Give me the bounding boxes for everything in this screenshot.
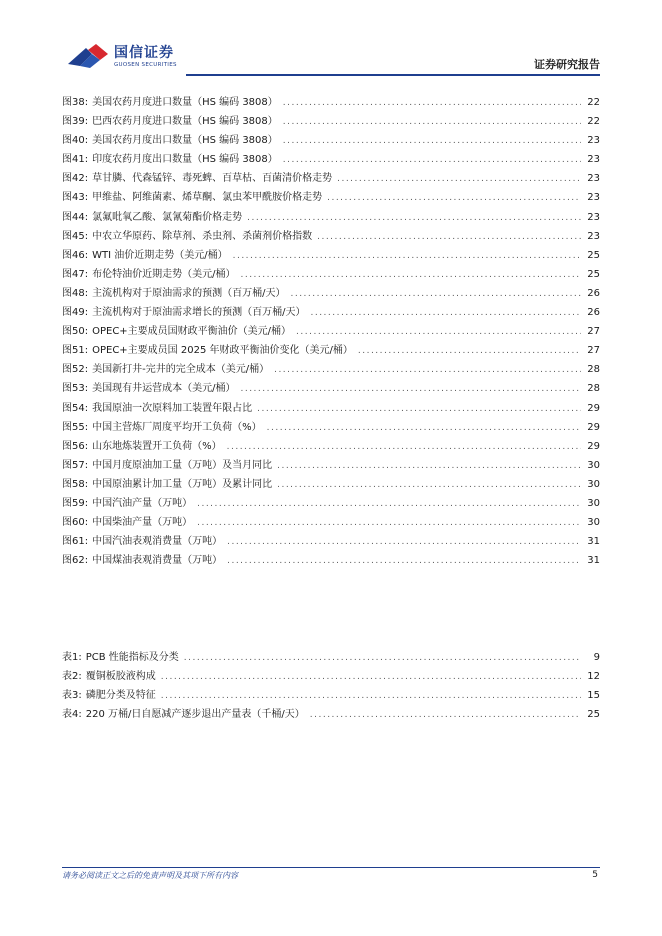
figure-toc-entry[interactable] xyxy=(62,475,600,494)
entry-title: 中国月度原油加工量（万吨）及当月同比 xyxy=(92,459,273,471)
entry-page-number: 9 xyxy=(593,652,600,663)
entry-title: 中国主营炼厂周度平均开工负荷（%） xyxy=(92,421,262,433)
dot-leader xyxy=(277,480,581,490)
figure-toc-entry[interactable] xyxy=(62,418,600,437)
entry-title: 布伦特油价近期走势（美元/桶） xyxy=(92,268,236,280)
entry-page-number: 15 xyxy=(587,690,600,702)
entry-title: 覆铜板胶液构成 xyxy=(85,671,156,683)
entry-title: 中国柴油产量（万吨） xyxy=(92,517,193,529)
entry-title: 氯氟吡氧乙酸、氯氰菊酯价格走势 xyxy=(92,211,243,223)
entry-page-number: 25 xyxy=(587,709,600,721)
figure-list xyxy=(62,93,600,570)
entry-page-number: 23 xyxy=(587,211,600,223)
dot-leader xyxy=(257,404,581,414)
dot-leader xyxy=(290,289,581,299)
dot-leader xyxy=(283,98,581,108)
page-header xyxy=(0,0,662,80)
logo-cn-text: 国信证券 xyxy=(114,44,174,61)
dot-leader xyxy=(267,423,581,433)
entry-page-number: 30 xyxy=(587,459,600,471)
figure-toc-entry[interactable] xyxy=(62,208,600,227)
entry-page-number: 28 xyxy=(587,383,600,395)
figure-toc-entry[interactable] xyxy=(62,112,600,131)
entry-label: 表3: xyxy=(62,690,82,702)
entry-title: PCB 性能指标及分类 xyxy=(85,652,179,663)
entry-title: 美国现有井运营成本（美元/桶） xyxy=(92,383,236,395)
dot-leader xyxy=(197,518,581,528)
entry-label: 图47: xyxy=(62,268,89,280)
entry-label: 图42: xyxy=(62,173,89,185)
entry-title: 中国汽油表观消费量（万吨） xyxy=(92,536,223,548)
table-toc-entry[interactable] xyxy=(62,667,600,686)
dot-leader xyxy=(296,327,581,337)
dot-leader xyxy=(337,174,581,184)
table-toc-entry[interactable] xyxy=(62,686,600,705)
entry-page-number: 23 xyxy=(587,135,600,147)
dot-leader xyxy=(310,308,581,318)
entry-title: 中国原油累计加工量（万吨）及累计同比 xyxy=(92,478,273,490)
dot-leader xyxy=(161,691,581,701)
dot-leader xyxy=(161,672,581,682)
entry-page-number: 31 xyxy=(587,555,600,567)
dot-leader xyxy=(310,710,581,720)
dot-leader xyxy=(283,155,581,165)
dot-leader xyxy=(227,442,581,452)
entry-label: 图40: xyxy=(62,135,89,147)
entry-label: 图60: xyxy=(62,517,89,529)
entry-page-number: 31 xyxy=(587,536,600,548)
entry-page-number: 30 xyxy=(587,478,600,490)
figure-toc-entry[interactable] xyxy=(62,456,600,475)
figure-toc-entry[interactable] xyxy=(62,341,600,360)
guosen-logo-icon xyxy=(66,44,110,70)
entry-page-number: 23 xyxy=(587,154,600,166)
dot-leader xyxy=(327,193,581,203)
page-number: 5 xyxy=(592,870,598,880)
entry-title: 美国新打井-完井的完全成本（美元/桶） xyxy=(92,364,270,376)
entry-title: 草甘膦、代森锰锌、毒死蜱、百草枯、百菌清价格走势 xyxy=(92,173,333,185)
entry-page-number: 22 xyxy=(587,116,600,128)
entry-label: 图53: xyxy=(62,383,89,395)
dot-leader xyxy=(227,537,581,547)
dot-leader xyxy=(317,232,581,242)
entry-page-number: 29 xyxy=(587,402,600,414)
figure-toc-entry[interactable] xyxy=(62,532,600,551)
entry-label: 图45: xyxy=(62,230,89,242)
entry-title: 巴西农药月度进口数量（HS 编码 3808） xyxy=(92,116,278,128)
entry-page-number: 29 xyxy=(587,421,600,433)
table-toc-entry[interactable] xyxy=(62,705,600,724)
dot-leader xyxy=(233,251,581,261)
entry-label: 图39: xyxy=(62,116,89,128)
figure-toc-entry[interactable] xyxy=(62,188,600,207)
entry-page-number: 26 xyxy=(587,287,600,299)
figure-toc-entry[interactable] xyxy=(62,303,600,322)
entry-page-number: 29 xyxy=(587,440,600,452)
entry-label: 图41: xyxy=(62,154,89,166)
entry-title: 主流机构对于原油需求的预测（百万桶/天） xyxy=(92,287,286,299)
entry-label: 图49: xyxy=(62,307,89,319)
entry-page-number: 30 xyxy=(587,517,600,529)
entry-label: 图50: xyxy=(62,326,89,338)
figure-toc-entry[interactable] xyxy=(62,437,600,456)
table-list xyxy=(62,648,600,724)
figure-toc-entry[interactable] xyxy=(62,150,600,169)
entry-page-number: 25 xyxy=(587,268,600,280)
entry-page-number: 23 xyxy=(587,173,600,185)
dot-leader xyxy=(227,556,581,566)
entry-label: 图43: xyxy=(62,192,89,204)
entry-label: 表4: xyxy=(62,709,82,721)
figure-toc-entry[interactable] xyxy=(62,322,600,341)
logo-en-text: GUOSEN SECURITIES xyxy=(114,61,177,68)
entry-label: 图52: xyxy=(62,364,89,376)
entry-title: 中农立华原药、除草剂、杀虫剂、杀菌剂价格指数 xyxy=(92,230,313,242)
entry-label: 图55: xyxy=(62,421,89,433)
dot-leader xyxy=(283,136,581,146)
entry-label: 图61: xyxy=(62,536,89,548)
entry-page-number: 28 xyxy=(587,364,600,376)
entry-title: 磷肥分类及特征 xyxy=(85,690,156,702)
entry-page-number: 30 xyxy=(587,497,600,509)
entry-title: 美国农药月度出口数量（HS 编码 3808） xyxy=(92,135,278,147)
figure-toc-entry[interactable] xyxy=(62,246,600,265)
entry-label: 表2: xyxy=(62,671,82,683)
entry-label: 图59: xyxy=(62,497,89,509)
entry-page-number: 12 xyxy=(587,671,600,683)
entry-title: OPEC+主要成员国财政平衡油价（美元/桶） xyxy=(92,326,292,338)
entry-title: 山东地炼装置开工负荷（%） xyxy=(92,440,222,452)
table-toc-entry[interactable] xyxy=(62,648,600,667)
entry-label: 图56: xyxy=(62,440,89,452)
figure-toc-entry[interactable] xyxy=(62,494,600,513)
entry-title: 中国汽油产量（万吨） xyxy=(92,497,193,509)
entry-title: 甲维盐、阿维菌素、烯草酮、氯虫苯甲酰胺价格走势 xyxy=(92,192,323,204)
dot-leader xyxy=(240,384,581,394)
entry-page-number: 27 xyxy=(587,326,600,338)
entry-label: 图48: xyxy=(62,287,89,299)
dot-leader xyxy=(240,270,581,280)
entry-title: 美国农药月度进口数量（HS 编码 3808） xyxy=(92,97,278,108)
entry-page-number: 25 xyxy=(587,249,600,261)
dot-leader xyxy=(277,461,581,471)
figure-toc-entry[interactable] xyxy=(62,360,600,379)
figure-toc-entry[interactable] xyxy=(62,265,600,284)
entry-page-number: 23 xyxy=(587,230,600,242)
entry-label: 图57: xyxy=(62,459,89,471)
entry-title: 印度农药月度出口数量（HS 编码 3808） xyxy=(92,154,278,166)
entry-label: 图46: xyxy=(62,249,89,261)
entry-label: 图62: xyxy=(62,555,89,567)
figure-toc-entry[interactable] xyxy=(62,551,600,570)
dot-leader xyxy=(247,213,581,223)
dot-leader xyxy=(358,346,581,356)
figure-toc-entry[interactable] xyxy=(62,379,600,398)
entry-page-number: 27 xyxy=(587,345,600,357)
entry-title: 主流机构对于原油需求增长的预测（百万桶/天） xyxy=(92,307,306,319)
footer-disclaimer: 请务必阅读正文之后的免责声明及其项下所有内容 xyxy=(62,871,238,880)
dot-leader xyxy=(184,653,581,663)
entry-label: 图51: xyxy=(62,345,89,357)
entry-title: 220 万桶/日自愿减产逐步退出产量表（千桶/天） xyxy=(85,709,305,721)
figure-toc-entry[interactable] xyxy=(62,131,600,150)
company-logo xyxy=(66,44,177,70)
report-type: 证券研究报告 xyxy=(534,58,600,71)
figure-toc-entry[interactable] xyxy=(62,169,600,188)
entry-label: 图54: xyxy=(62,402,89,414)
dot-leader xyxy=(283,117,581,127)
entry-label: 表1: xyxy=(62,652,82,663)
header-divider xyxy=(186,74,600,76)
entry-page-number: 22 xyxy=(587,97,600,108)
entry-title: 中国煤油表观消费量（万吨） xyxy=(92,555,223,567)
figure-toc-entry[interactable] xyxy=(62,284,600,303)
figure-toc-entry[interactable] xyxy=(62,513,600,532)
entry-label: 图58: xyxy=(62,478,89,490)
figure-toc-entry[interactable] xyxy=(62,93,600,112)
dot-leader xyxy=(274,365,581,375)
entry-page-number: 23 xyxy=(587,192,600,204)
figure-toc-entry[interactable] xyxy=(62,399,600,418)
figure-toc-entry[interactable] xyxy=(62,227,600,246)
entry-label: 图38: xyxy=(62,97,89,108)
footer-divider xyxy=(62,867,600,868)
dot-leader xyxy=(197,499,581,509)
entry-title: 我国原油一次原料加工装置年限占比 xyxy=(92,402,253,414)
entry-label: 图44: xyxy=(62,211,89,223)
entry-page-number: 26 xyxy=(587,307,600,319)
entry-title: WTI 油价近期走势（美元/桶） xyxy=(92,249,228,261)
entry-title: OPEC+主要成员国 2025 年财政平衡油价变化（美元/桶） xyxy=(92,345,353,357)
